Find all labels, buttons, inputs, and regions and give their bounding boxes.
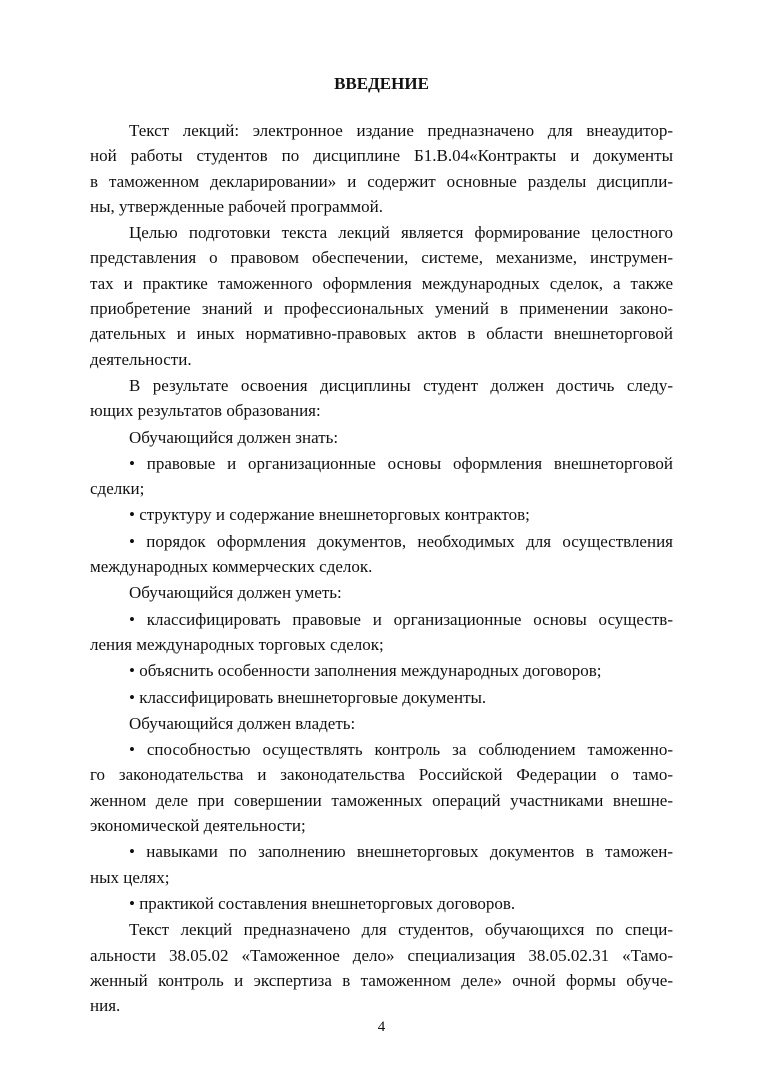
- paragraph-line: альности 38.05.02 «Таможенное дело» специализация 38.05.02.31 «Тамо-: [90, 945, 673, 965]
- paragraph-line: • правовые и организационные основы оформления внешнеторговой: [129, 453, 673, 473]
- paragraph-line: Текст лекций предназначено для студентов, обучающихся по специ-: [129, 920, 673, 940]
- paragraph: [90, 839, 673, 890]
- paragraph-line: ных целях;: [90, 867, 170, 887]
- document-page: [90, 72, 673, 1019]
- paragraph-line: тах и практике таможенного оформления международных сделок, а также: [90, 273, 673, 293]
- paragraph-line: • классифицировать правовые и организационные основы осуществ-: [129, 609, 673, 629]
- paragraph-line: ния.: [90, 996, 121, 1016]
- paragraph-line: • практикой составления внешнеторговых договоров.: [129, 893, 516, 913]
- paragraph-line: Обучающийся должен уметь:: [129, 583, 342, 603]
- paragraph-line: ной работы студентов по дисциплине Б1.В.04«Контракты и документы: [90, 146, 673, 166]
- paragraph: [90, 529, 673, 580]
- paragraph-line: • объяснить особенности заполнения международных договоров;: [129, 661, 602, 681]
- paragraph: [90, 658, 673, 683]
- paragraph-line: • классифицировать внешнеторговые документы.: [129, 687, 487, 707]
- paragraph-line: экономической деятельности;: [90, 816, 306, 836]
- paragraph-line: дательных и иных нормативно-правовых актов в области внешнеторговой: [90, 324, 673, 344]
- paragraph: [90, 711, 673, 736]
- page-number: 4: [377, 1019, 386, 1035]
- paragraph-line: • способностью осуществлять контроль за соблюдением таможенно-: [129, 740, 673, 760]
- paragraph-line: приобретение знаний и профессиональных умений в применении законо-: [90, 299, 673, 319]
- paragraph-line: представления о правовом обеспечении, системе, механизме, инструмен-: [90, 248, 673, 268]
- paragraph-line: В результате освоения дисциплины студент должен достичь следу-: [129, 375, 673, 395]
- paragraph-line: женном деле при совершении таможенных операций участниками внешне-: [90, 790, 673, 810]
- paragraph: [90, 737, 673, 838]
- paragraph-line: в таможенном декларировании» и содержит основные разделы дисципли-: [90, 171, 673, 191]
- paragraph-line: • порядок оформления документов, необходимых для осуществления: [129, 531, 673, 551]
- paragraph-line: деятельности.: [90, 349, 192, 369]
- paragraph: [90, 451, 673, 502]
- paragraph-line: женный контроль и экспертиза в таможенном деле» очной формы обуче-: [90, 970, 673, 990]
- paragraph: [90, 891, 673, 916]
- paragraph-line: ления международных торговых сделок;: [90, 634, 384, 654]
- paragraph-line: сделки;: [90, 479, 145, 499]
- paragraph: [90, 425, 673, 450]
- paragraph: [90, 373, 673, 424]
- paragraph-line: Обучающийся должен владеть:: [129, 713, 356, 733]
- paragraph: [90, 118, 673, 219]
- paragraph-line: го законодательства и законодательства Российской Федерации о тамо-: [90, 765, 673, 785]
- paragraph-line: ны, утвержденные рабочей программой.: [90, 196, 383, 216]
- paragraph: [90, 685, 673, 710]
- paragraph: [90, 502, 673, 527]
- paragraph-line: ющих результатов образования:: [90, 401, 321, 421]
- paragraph-line: • навыками по заполнению внешнеторговых документов в таможен-: [129, 842, 673, 862]
- paragraph-line: Целью подготовки текста лекций является формирование целостного: [129, 223, 673, 243]
- paragraph: [90, 607, 673, 658]
- paragraph: [90, 917, 673, 1018]
- paragraph: [90, 580, 673, 605]
- paragraph-line: Текст лекций: электронное издание предназначено для внеаудитор-: [129, 121, 673, 140]
- body-text: [90, 118, 673, 1018]
- paragraph-line: Обучающийся должен знать:: [129, 427, 339, 447]
- page-title: ВВЕДЕНИЕ: [334, 74, 429, 93]
- paragraph-line: международных коммерческих сделок.: [90, 557, 373, 577]
- paragraph: [90, 220, 673, 372]
- paragraph-line: • структуру и содержание внешнеторговых контрактов;: [129, 505, 530, 525]
